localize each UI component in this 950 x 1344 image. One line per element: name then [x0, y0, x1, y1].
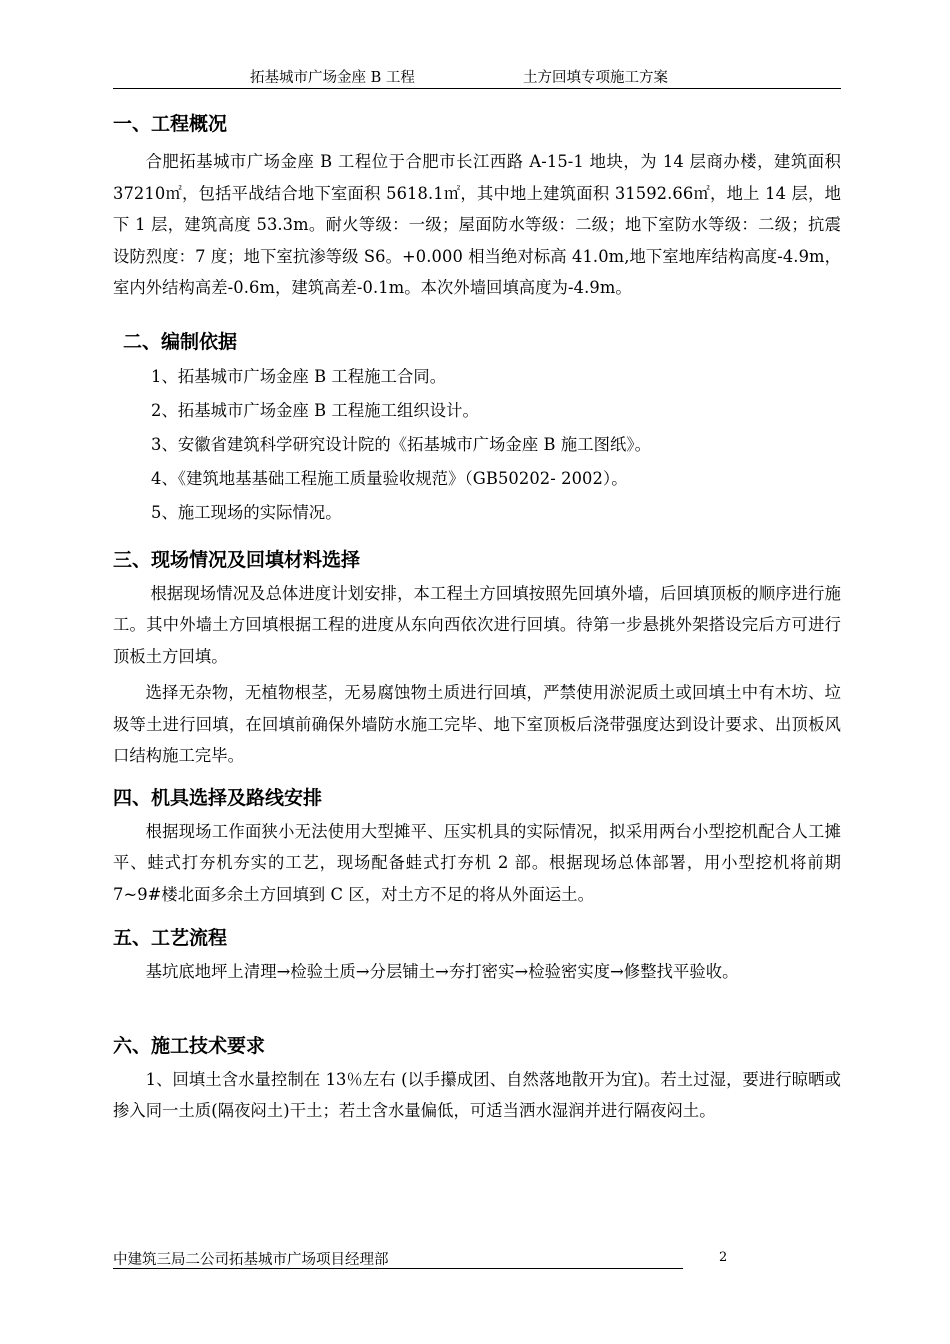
list-item: 2、拓基城市广场金座 B 工程施工组织设计。 — [151, 400, 479, 420]
list-item: 4、《建筑地基基础工程施工质量验收规范》（GB50202- 2002）。 — [151, 468, 628, 488]
page-footer — [113, 1248, 841, 1272]
footer-organization: 中建筑三局二公司拓基城市广场项目经理部 — [113, 1248, 683, 1269]
paragraph: 根据现场工作面狭小无法使用大型摊平、压实机具的实际情况，拟采用两台小型挖机配合人工摊平、蛙式打夯机夯实的工艺，现场配备蛙式打夯机 2 部。根据现场总体部署，用小型挖机将前期 7~9#楼北面多余土方回填到 C 区，对土方不足的将从外面运土。 — [113, 821, 841, 904]
list-item: 5、施工现场的实际情况。 — [151, 502, 342, 522]
paragraph: 1、回填土含水量控制在 13％左右 (以手攥成团、自然落地散开为宜)。若土过湿，要进行晾晒或掺入同一土质(隔夜闷土)干土；若土含水量偏低，可适当洒水湿润并进行隔夜闷土。 — [113, 1069, 841, 1120]
list-item: 1、拓基城市广场金座 B 工程施工合同。 — [151, 366, 447, 386]
section-site-materials — [113, 542, 841, 772]
header-document-title: 土方回填专项施工方案 — [523, 70, 668, 86]
section-title: 二、编制依据 — [123, 330, 238, 353]
basis-list — [113, 360, 841, 530]
paragraph: 合肥拓基城市广场金座 B 工程位于合肥市长江西路 A-15-1 地块，为 14 层商办楼，建筑面积 37210㎡，包括平战结合地下室面积 5618.1㎡，其中地上建筑面积 31592.66㎡，地上 14 层，地下 1 层，建筑高度 53.3m。耐火等级：一级；屋面防水等级：二级；地下室防水等级：二级；抗震设防烈度：7 度；地下室抗渗等级 S6。+0.000 相当绝对标高 41.0m,地下室地库结构高度-4.9m，室内外结构高差-0.6m，建筑高差-0.1m。本次外墙回填高度为-4.9m。 — [113, 152, 841, 297]
section-process — [113, 920, 841, 988]
section-title: 三、现场情况及回填材料选择 — [113, 548, 361, 571]
list-item: 3、安徽省建筑科学研究设计院的《拓基城市广场金座 B 施工图纸》。 — [151, 434, 651, 454]
header-project-name: 拓基城市广场金座 B 工程 — [250, 70, 415, 86]
paragraph: 根据现场情况及总体进度计划安排，本工程土方回填按照先回填外墙，后回填顶板的顺序进行施工。其中外墙土方回填根据工程的进度从东向西依次进行回填。待第一步悬挑外架搭设完后方可进行顶板土方回填。 — [113, 583, 841, 666]
section-title: 四、机具选择及路线安排 — [113, 786, 323, 809]
page-number: 2 — [719, 1250, 728, 1265]
section-title: 六、施工技术要求 — [113, 1034, 266, 1057]
paragraph: 选择无杂物，无植物根茎，无易腐蚀物土质进行回填，严禁使用淤泥质土或回填土中有木坊、垃圾等土进行回填，在回填前确保外墙防水施工完毕、地下室顶板后浇带强度达到设计要求、出顶板风口结构施工完毕。 — [113, 683, 841, 765]
section-basis — [113, 324, 841, 530]
page-header — [113, 66, 841, 89]
section-technical — [113, 1028, 841, 1127]
paragraph: 基坑底地坪上清理→检验土质→分层铺土→夯打密实→检验密实度→修整找平验收。 — [145, 962, 739, 981]
section-overview — [113, 106, 841, 304]
section-equipment — [113, 780, 841, 911]
document-body — [113, 104, 841, 1127]
section-title: 一、工程概况 — [113, 113, 228, 135]
section-title: 五、工艺流程 — [113, 927, 228, 949]
